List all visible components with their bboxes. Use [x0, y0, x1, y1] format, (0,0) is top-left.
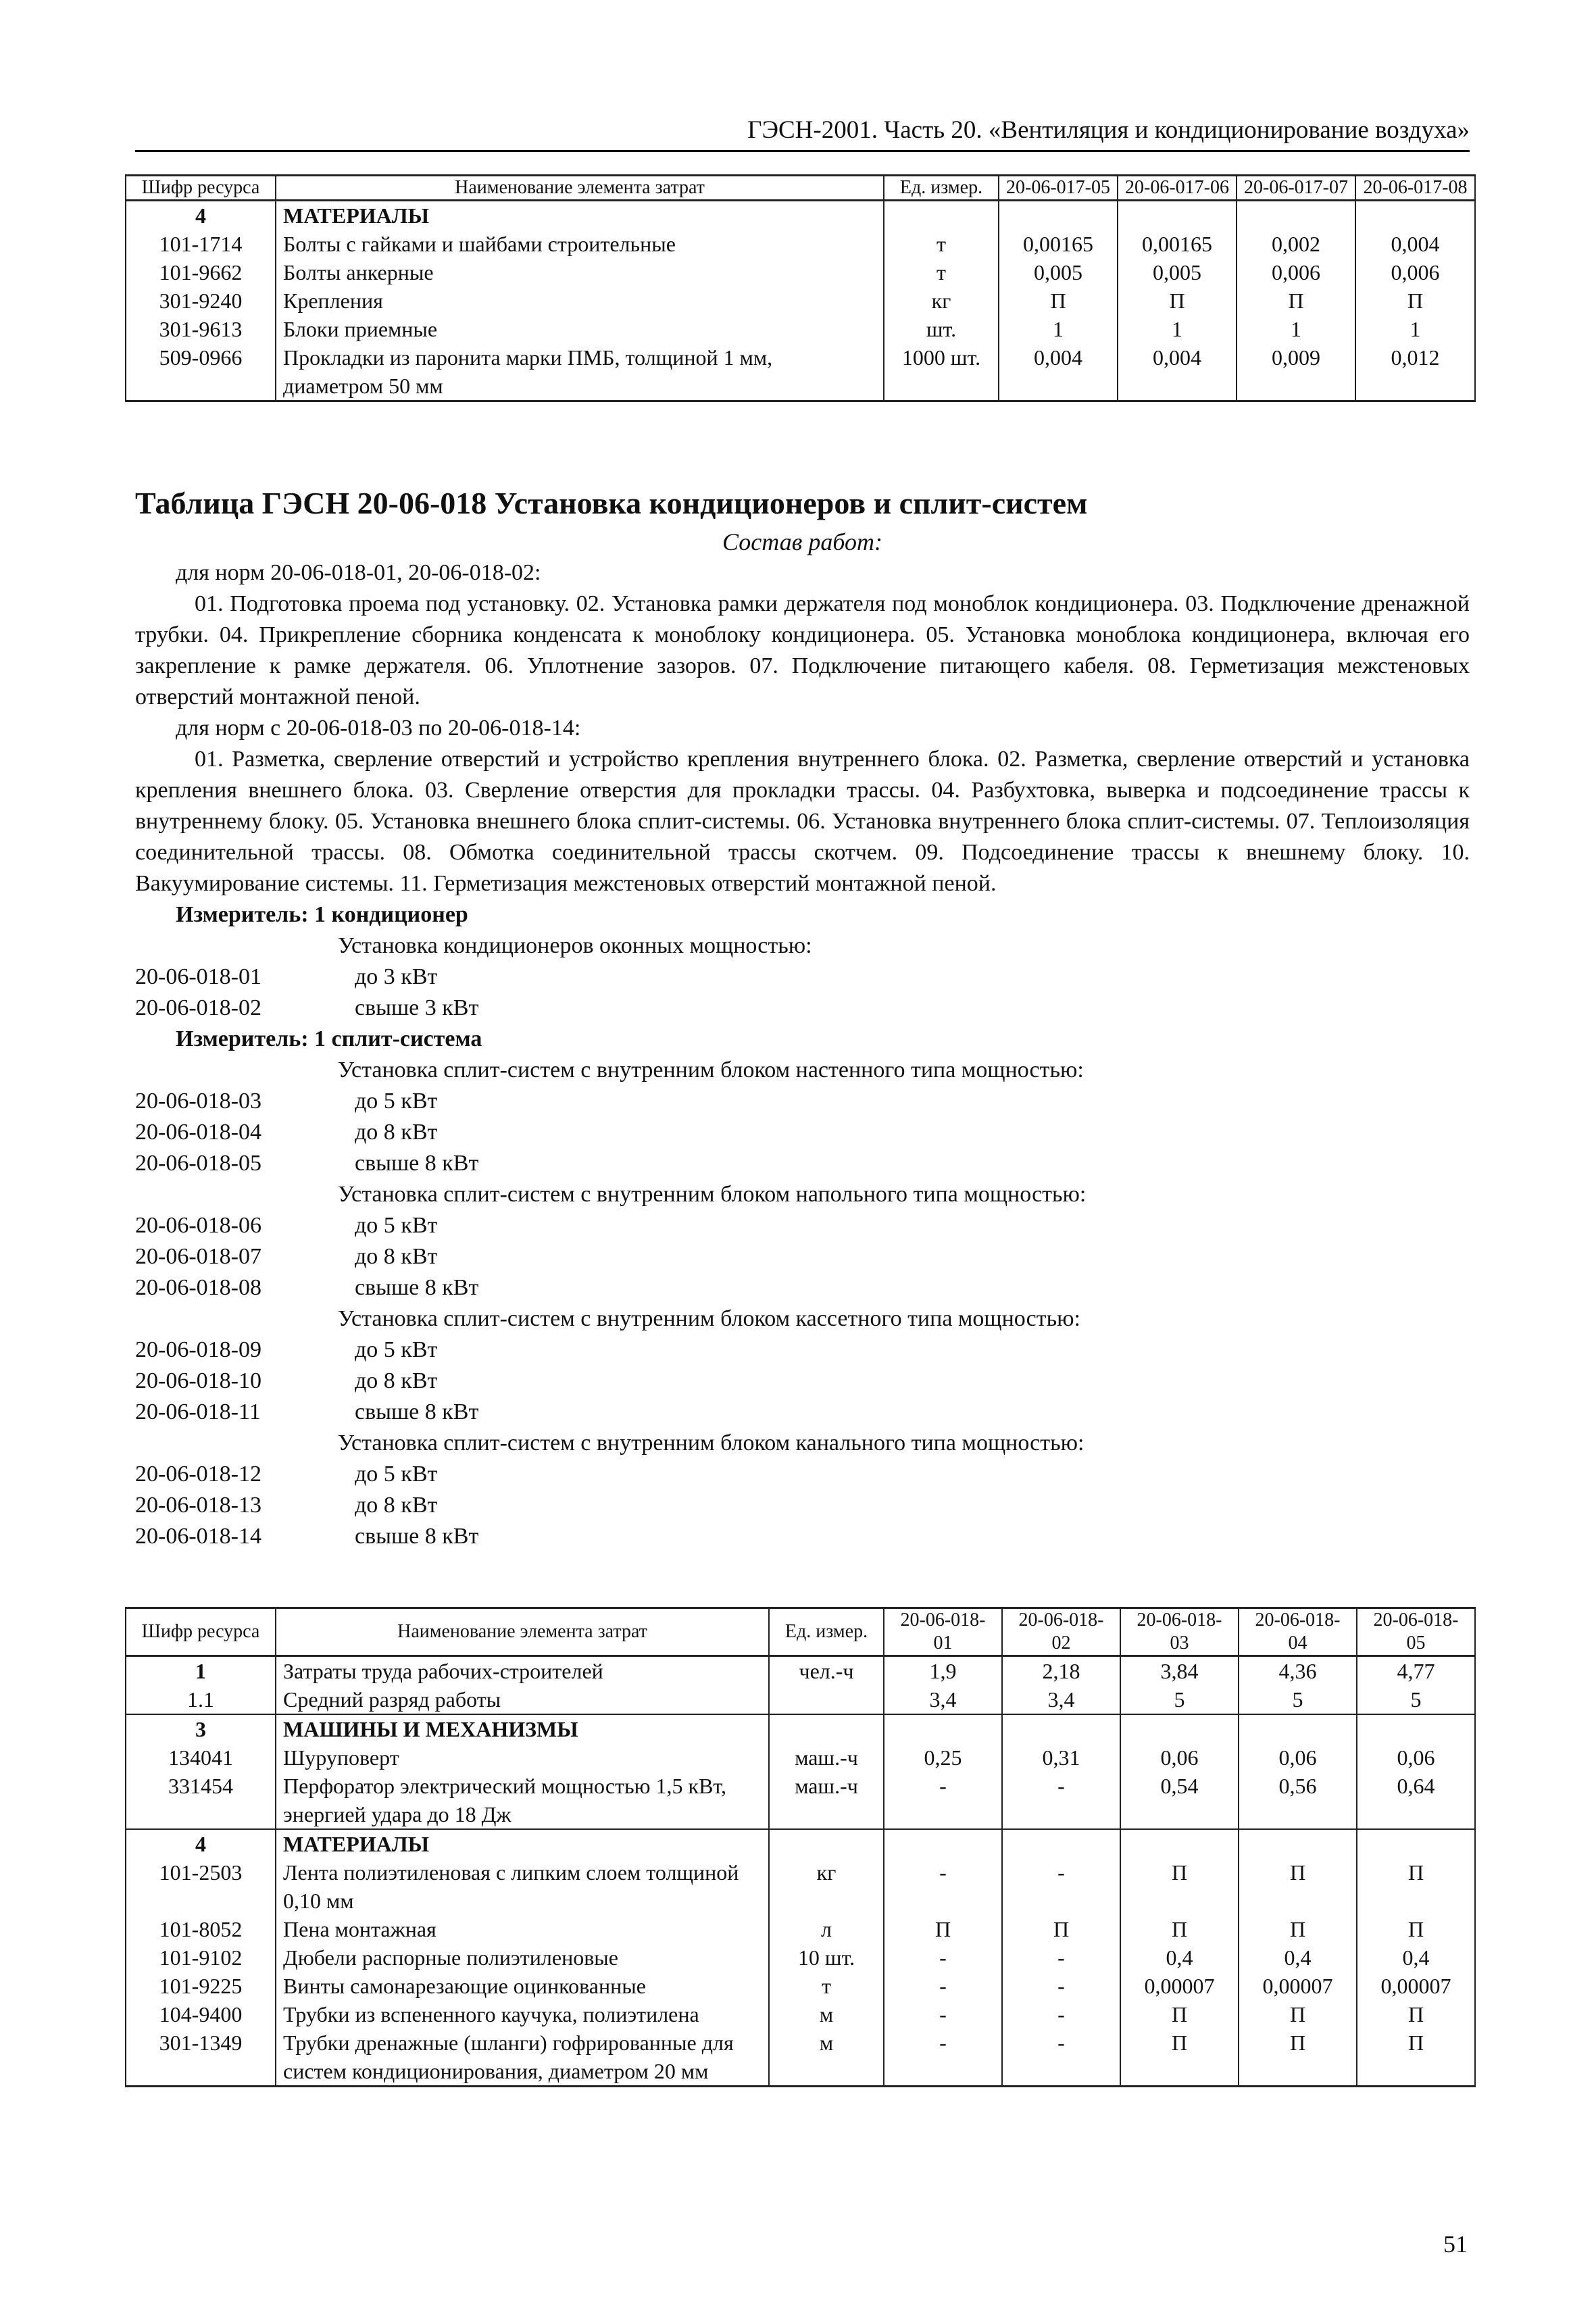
norm-desc: до 8 кВт: [355, 1120, 438, 1145]
cell: [1002, 1829, 1120, 1858]
cell: [1237, 201, 1355, 230]
norm-desc: до 5 кВт: [355, 1337, 438, 1362]
cell: Пена монтажная: [276, 1915, 769, 1943]
table-20-06-018: [125, 1607, 1476, 2087]
cell: 301-9240: [126, 287, 276, 315]
cell: [884, 1714, 1002, 1743]
table-header-row: [126, 176, 1475, 201]
table-row: [126, 1858, 1475, 1915]
norm-group-title: Установка сплит-систем с внутренним блоком напольного типа мощностью:: [338, 1182, 1087, 1207]
norm-desc: свыше 8 кВт: [355, 1275, 479, 1300]
norm-code: 20-06-018-03: [135, 1089, 261, 1114]
cell: 0,4: [1120, 1943, 1239, 1972]
norm-code: 20-06-018-10: [135, 1368, 261, 1393]
header-cell: 20-06-018-04: [1239, 1608, 1357, 1656]
norm-row: [135, 1459, 1470, 1490]
cell: шт.: [884, 315, 999, 343]
cell: [1355, 201, 1475, 230]
cell: -: [884, 1858, 1002, 1915]
cell: 4,36: [1239, 1656, 1357, 1686]
norm-desc: до 8 кВт: [355, 1244, 438, 1269]
table-header-row: [126, 1608, 1475, 1656]
cell: Блоки приемные: [276, 315, 884, 343]
cell: П: [1002, 1915, 1120, 1943]
cell: 0,00007: [1239, 1972, 1357, 2000]
cell: 0,31: [1002, 1743, 1120, 1772]
header-cell: 20-06-017-06: [1118, 176, 1237, 201]
table-row: [126, 1915, 1475, 1943]
cell: 0,006: [1237, 258, 1355, 287]
cell: П: [1237, 287, 1355, 315]
works-text: 01. Подготовка проема под установку. 02. Установка рамки держателя под моноблок кондиционера. 03. Подключение дренажной трубки. 04. Прикрепление сборника конденсата к моноблоку кондиционера. 05. Установка моноблока кондиционера, включая его закрепление к рамке держателя. 06. Уплотнение зазоров. 07. Подключение питающего кабеля. 08. Герметизация межстеновых отверстий монтажной пеной.: [135, 591, 1470, 710]
table-row: [126, 315, 1475, 343]
cell: П: [1239, 2028, 1357, 2087]
cell: 0,4: [1239, 1943, 1357, 1972]
measure-label: Измеритель: 1 сплит-система: [176, 1026, 482, 1051]
page-number: 51: [1443, 2231, 1468, 2258]
cell: 3,4: [884, 1685, 1002, 1714]
table-row: [126, 1685, 1475, 1714]
cell: [884, 201, 999, 230]
cell: 0,004: [1355, 230, 1475, 258]
cell: 101-8052: [126, 1915, 276, 1943]
cell: МАШИНЫ И МЕХАНИЗМЫ: [276, 1714, 769, 1743]
norm-row: [135, 1086, 1470, 1117]
page-header: [135, 108, 1470, 152]
header-cell: 20-06-017-05: [999, 176, 1118, 201]
cell: П: [1357, 1858, 1475, 1915]
cell: 0,56: [1239, 1772, 1357, 1829]
norm-group-title: Установка сплит-систем с внутренним блоком кассетного типа мощностью:: [338, 1306, 1080, 1331]
cell: 3: [126, 1714, 276, 1743]
cell: П: [1239, 1858, 1357, 1915]
cell: 0,005: [999, 258, 1118, 287]
norm-row: [135, 1272, 1470, 1303]
cell: 4,77: [1357, 1656, 1475, 1686]
norm-desc: до 5 кВт: [355, 1089, 438, 1114]
norm-row: [135, 1366, 1470, 1397]
cell: [769, 1685, 884, 1714]
cell: 0,00007: [1120, 1972, 1239, 2000]
cell: П: [1118, 287, 1237, 315]
cell: Лента полиэтиленовая с липким слоем толщиной 0,10 мм: [276, 1858, 769, 1915]
cell: 0,00007: [1357, 1972, 1475, 2000]
header-cell: 20-06-018-01: [884, 1608, 1002, 1656]
cell: 331454: [126, 1772, 276, 1829]
norm-desc: до 5 кВт: [355, 1462, 438, 1487]
cell: 2,18: [1002, 1656, 1120, 1686]
cell: -: [884, 1943, 1002, 1972]
cell: П: [1239, 2000, 1357, 2028]
norm-group-title: Установка сплит-систем с внутренним блоком канального типа мощностью:: [338, 1430, 1084, 1455]
norm-row: [135, 993, 1470, 1024]
cell: 10 шт.: [769, 1943, 884, 1972]
norm-desc: свыше 3 кВт: [355, 995, 479, 1020]
cell: 0,004: [1118, 343, 1237, 401]
cell: -: [1002, 1772, 1120, 1829]
table-row: [126, 2028, 1475, 2087]
cell: -: [884, 1972, 1002, 2000]
cell: т: [884, 230, 999, 258]
cell: [769, 1714, 884, 1743]
header-cell: Ед. измер.: [769, 1608, 884, 1656]
norm-desc: до 3 кВт: [355, 964, 438, 989]
table-row: [126, 1656, 1475, 1686]
cell: Болты анкерные: [276, 258, 884, 287]
cell: [1239, 1714, 1357, 1743]
cell: 0,00165: [1118, 230, 1237, 258]
norm-code: 20-06-018-05: [135, 1151, 261, 1176]
table-20-06-017: [125, 174, 1476, 402]
cell: -: [1002, 1858, 1120, 1915]
cell: -: [1002, 1972, 1120, 2000]
cell: П: [1120, 1858, 1239, 1915]
table-row: [126, 258, 1475, 287]
cell: 301-1349: [126, 2028, 276, 2087]
cell: [999, 201, 1118, 230]
cell: 101-9225: [126, 1972, 276, 2000]
cell: -: [1002, 2000, 1120, 2028]
norms-intro: для норм с 20-06-018-03 по 20-06-018-14:: [176, 716, 581, 741]
cell: П: [884, 1915, 1002, 1943]
cell: 0,00165: [999, 230, 1118, 258]
norm-code: 20-06-018-13: [135, 1493, 261, 1518]
works-subtitle: Состав работ:: [722, 528, 882, 555]
cell: 1: [1237, 315, 1355, 343]
cell: 0,012: [1355, 343, 1475, 401]
table-row: [126, 1772, 1475, 1829]
cell: -: [884, 1772, 1002, 1829]
cell: [1357, 1829, 1475, 1858]
cell: Трубки из вспененного каучука, полиэтилена: [276, 2000, 769, 2028]
table-row: [126, 287, 1475, 315]
cell: П: [1357, 2028, 1475, 2087]
cell: 4: [126, 201, 276, 230]
cell: Дюбели распорные полиэтиленовые: [276, 1943, 769, 1972]
table-title: Таблица ГЭСН 20-06-018 Установка кондиционеров и сплит-систем: [135, 486, 1088, 520]
cell: кг: [769, 1858, 884, 1915]
cell: 1: [999, 315, 1118, 343]
norm-desc: до 8 кВт: [355, 1368, 438, 1393]
norm-row: [135, 1335, 1470, 1366]
table-row: [126, 2000, 1475, 2028]
cell: [1120, 1829, 1239, 1858]
table-row: [126, 201, 1475, 230]
norm-code: 20-06-018-08: [135, 1275, 261, 1300]
cell: Прокладки из паронита марки ПМБ, толщиной 1 мм, диаметром 50 мм: [276, 343, 884, 401]
cell: Трубки дренажные (шланги) гофрированные для систем кондиционирования, диаметром 20 мм: [276, 2028, 769, 2087]
cell: [1120, 1714, 1239, 1743]
cell: 0,06: [1120, 1743, 1239, 1772]
header-cell: Наименование элемента затрат: [276, 1608, 769, 1656]
norm-code: 20-06-018-11: [135, 1399, 261, 1424]
header-cell: 20-06-017-07: [1237, 176, 1355, 201]
norm-group-title: Установка сплит-систем с внутренним блоком настенного типа мощностью:: [338, 1057, 1084, 1082]
cell: Перфоратор электрический мощностью 1,5 кВт, энергией удара до 18 Дж: [276, 1772, 769, 1829]
cell: П: [1239, 1915, 1357, 1943]
norm-code: 20-06-018-09: [135, 1337, 261, 1362]
cell: т: [769, 1972, 884, 2000]
cell: маш.-ч: [769, 1743, 884, 1772]
cell: П: [1120, 1915, 1239, 1943]
header-cell: Ед. измер.: [884, 176, 999, 201]
cell: 1000 шт.: [884, 343, 999, 401]
cell: Болты с гайками и шайбами строительные: [276, 230, 884, 258]
header-cell: Шифр ресурса: [126, 176, 276, 201]
cell: 0,004: [999, 343, 1118, 401]
norm-code: 20-06-018-07: [135, 1244, 261, 1269]
cell: 5: [1239, 1685, 1357, 1714]
cell: 1,9: [884, 1656, 1002, 1686]
norm-desc: свыше 8 кВт: [355, 1151, 479, 1176]
cell: 134041: [126, 1743, 276, 1772]
norm-code: 20-06-018-04: [135, 1120, 261, 1145]
section-20-06-018: [135, 483, 1470, 1552]
table-row: [126, 1829, 1475, 1858]
header-cell: 20-06-018-05: [1357, 1608, 1475, 1656]
header-cell: 20-06-018-03: [1120, 1608, 1239, 1656]
cell: 101-1714: [126, 230, 276, 258]
cell: 4: [126, 1829, 276, 1858]
cell: [1357, 1714, 1475, 1743]
cell: чел.-ч: [769, 1656, 884, 1686]
cell: 0,06: [1239, 1743, 1357, 1772]
table-row: [126, 1972, 1475, 2000]
cell: Шуруповерт: [276, 1743, 769, 1772]
norm-code: 20-06-018-06: [135, 1213, 261, 1238]
cell: 5: [1357, 1685, 1475, 1714]
cell: -: [1002, 2028, 1120, 2087]
cell: -: [884, 2000, 1002, 2028]
cell: П: [1120, 2028, 1239, 2087]
norm-row: [135, 962, 1470, 993]
cell: П: [1355, 287, 1475, 315]
cell: МАТЕРИАЛЫ: [276, 201, 884, 230]
cell: 0,005: [1118, 258, 1237, 287]
cell: кг: [884, 287, 999, 315]
norm-row: [135, 1210, 1470, 1241]
cell: 1: [126, 1656, 276, 1686]
cell: 0,64: [1357, 1772, 1475, 1829]
norm-desc: свыше 8 кВт: [355, 1524, 479, 1549]
norm-desc: до 5 кВт: [355, 1213, 438, 1238]
cell: Средний разряд работы: [276, 1685, 769, 1714]
cell: 0,06: [1357, 1743, 1475, 1772]
cell: м: [769, 2028, 884, 2087]
cell: 0,4: [1357, 1943, 1475, 1972]
norm-code: 20-06-018-14: [135, 1524, 261, 1549]
cell: П: [999, 287, 1118, 315]
cell: П: [1357, 1915, 1475, 1943]
cell: [1002, 1714, 1120, 1743]
norm-desc: свыше 8 кВт: [355, 1399, 479, 1424]
cell: П: [1120, 2000, 1239, 2028]
header-cell: Шифр ресурса: [126, 1608, 276, 1656]
cell: -: [884, 2028, 1002, 2087]
works-text: 01. Разметка, сверление отверстий и устройство крепления внутреннего блока. 02. Разметка, сверление отверстий и установка крепления внешнего блока. 03. Сверление отверстия для прокладки трассы. 04. Разбухтовка, выверка и подсоединение трассы к внутреннему блоку. 05. Установка внешнего блока сплит-системы. 06. Установка внутреннего блока сплит-системы. 07. Теплоизоляция соединительной трассы. 08. Обмотка соединительной трассы скотчем. 09. Подсоединение трассы к внешнему блоку. 10. Вакуумирование системы. 11. Герметизация межстеновых отверстий монтажной пеной.: [135, 747, 1470, 896]
cell: П: [1357, 2000, 1475, 2028]
norm-row: [135, 1117, 1470, 1148]
cell: 0,25: [884, 1743, 1002, 1772]
cell: 1.1: [126, 1685, 276, 1714]
norm-row: [135, 1521, 1470, 1552]
header-cell: 20-06-017-08: [1355, 176, 1475, 201]
table-row: [126, 230, 1475, 258]
cell: 104-9400: [126, 2000, 276, 2028]
cell: 509-0966: [126, 343, 276, 401]
cell: 1: [1118, 315, 1237, 343]
cell: Винты самонарезающие оцинкованные: [276, 1972, 769, 2000]
cell: [769, 1829, 884, 1858]
cell: 101-9102: [126, 1943, 276, 1972]
cell: -: [1002, 1943, 1120, 1972]
table-row: [126, 1943, 1475, 1972]
cell: 101-2503: [126, 1858, 276, 1915]
cell: л: [769, 1915, 884, 1943]
norm-row: [135, 1148, 1470, 1179]
norm-desc: до 8 кВт: [355, 1493, 438, 1518]
norm-row: [135, 1397, 1470, 1428]
header-cell: 20-06-018-02: [1002, 1608, 1120, 1656]
norm-group-title: Установка кондиционеров оконных мощностью:: [338, 933, 812, 958]
header-cell: Наименование элемента затрат: [276, 176, 884, 201]
measure-label: Измеритель: 1 кондиционер: [176, 902, 468, 927]
norm-row: [135, 1241, 1470, 1272]
cell: [1239, 1829, 1357, 1858]
cell: 301-9613: [126, 315, 276, 343]
table-row: [126, 1743, 1475, 1772]
cell: 0,006: [1355, 258, 1475, 287]
norm-code: 20-06-018-12: [135, 1462, 261, 1487]
cell: [884, 1829, 1002, 1858]
norm-code: 20-06-018-01: [135, 964, 261, 989]
cell: 5: [1120, 1685, 1239, 1714]
header-title: ГЭСН-2001. Часть 20. «Вентиляция и кондиционирование воздуха»: [747, 116, 1470, 144]
cell: 0,009: [1237, 343, 1355, 401]
table-row: [126, 343, 1475, 401]
cell: МАТЕРИАЛЫ: [276, 1829, 769, 1858]
table-row: [126, 1714, 1475, 1743]
norms-intro: для норм 20-06-018-01, 20-06-018-02:: [176, 560, 541, 585]
norm-code: 20-06-018-02: [135, 995, 261, 1020]
cell: Крепления: [276, 287, 884, 315]
cell: т: [884, 258, 999, 287]
cell: маш.-ч: [769, 1772, 884, 1829]
cell: 0,002: [1237, 230, 1355, 258]
norm-row: [135, 1490, 1470, 1521]
cell: 3,84: [1120, 1656, 1239, 1686]
cell: 1: [1355, 315, 1475, 343]
cell: 3,4: [1002, 1685, 1120, 1714]
cell: Затраты труда рабочих-строителей: [276, 1656, 769, 1686]
cell: [1118, 201, 1237, 230]
cell: 0,54: [1120, 1772, 1239, 1829]
cell: 101-9662: [126, 258, 276, 287]
cell: м: [769, 2000, 884, 2028]
